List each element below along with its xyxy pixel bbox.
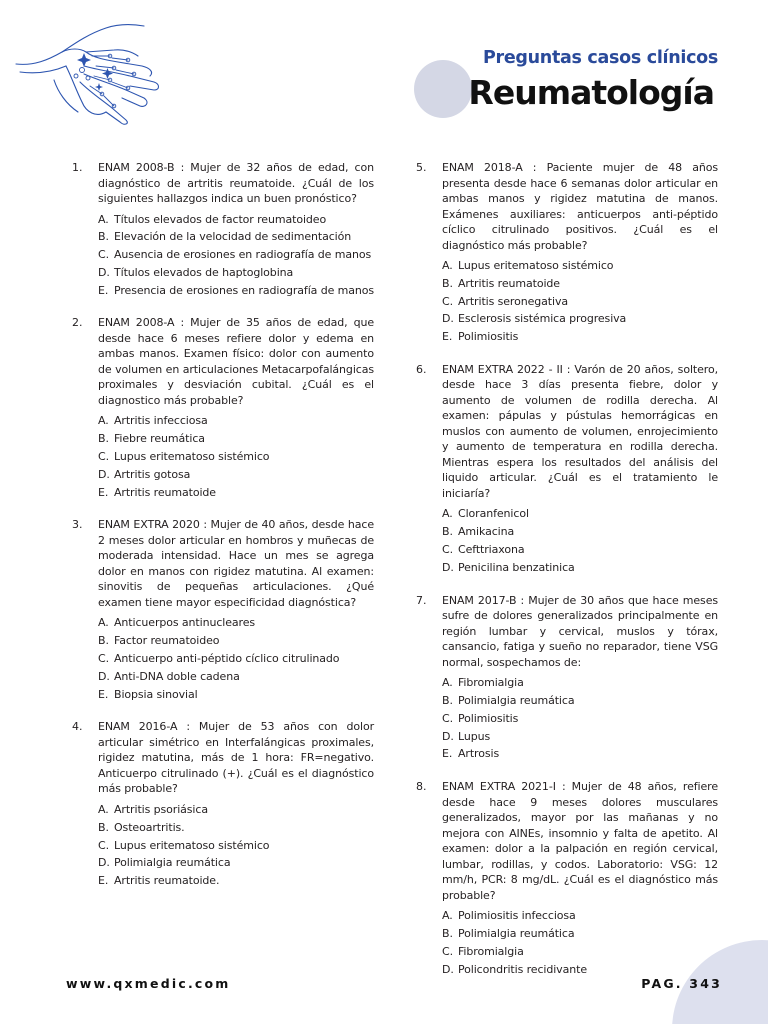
answer-option [442, 275, 718, 293]
question-number: 2. [72, 316, 83, 330]
question-item [72, 160, 374, 299]
question-number: 3. [72, 518, 83, 532]
option-text: Títulos elevados de haptoglobina [114, 265, 294, 279]
option-text: Artritis psoriásica [114, 802, 208, 816]
option-text: Lupus eritematoso sistémico [458, 259, 614, 272]
question-number: 7. [416, 593, 427, 607]
option-letter: C. [98, 838, 109, 852]
option-letter: E. [98, 485, 109, 499]
option-text: Artritis reumatoide. [114, 874, 220, 888]
option-text: Cefttriaxona [458, 543, 525, 557]
option-letter: A. [442, 909, 453, 923]
answer-options [98, 614, 374, 703]
answer-option [98, 246, 374, 264]
answer-options [442, 257, 718, 346]
answer-option [98, 686, 374, 704]
option-letter: A. [442, 507, 453, 521]
question-text: ENAM EXTRA 2022 - II : Varón de 20 años, soltero, desde hace 3 días presenta fiebre, dolor y aumento de volumen de rodilla derecha. Al examen: pápulas y pústulas hemorrágicas en muslos con aumento de volumen, enrojecimiento y aumento de temperatura en rodilla derecha. Mientras espera los resultados del análisis del liquido articular. ¿Cuál es el tratamiento le iniciaría? [442, 362, 718, 500]
answer-options [442, 505, 718, 576]
option-letter: A. [442, 676, 453, 690]
option-letter: D. [442, 560, 454, 574]
option-text: Osteoartritis. [114, 820, 185, 834]
answer-options [98, 412, 374, 501]
answer-option [98, 448, 374, 466]
answer-option [98, 668, 374, 686]
answer-option [98, 484, 374, 502]
answer-option [98, 282, 374, 300]
answer-options [442, 907, 718, 978]
option-text: Polimiositis [458, 711, 519, 725]
option-text: Anticuerpos antinucleares [114, 616, 256, 630]
question-item [416, 160, 718, 346]
option-text: Cloranfenicol [458, 507, 529, 521]
option-text: Polimialgia reumática [458, 693, 575, 707]
option-text: Penicilina benzatinica [458, 560, 575, 574]
answer-option [442, 293, 718, 311]
question-item [416, 593, 718, 763]
answer-option [442, 523, 718, 541]
option-letter: A. [98, 414, 109, 428]
answer-option [98, 228, 374, 246]
option-letter: A. [442, 259, 453, 272]
option-letter: D. [98, 467, 110, 481]
option-letter: B. [98, 820, 109, 834]
answer-option [98, 837, 374, 855]
answer-option [442, 745, 718, 763]
footer-website: www.qxmedic.com [66, 976, 231, 991]
option-letter: E. [98, 687, 109, 701]
option-text: Lupus eritematoso sistémico [114, 450, 270, 464]
option-text: Policondritis recidivante [458, 962, 587, 976]
answer-option [442, 710, 718, 728]
answer-option [442, 328, 718, 346]
option-letter: B. [442, 693, 453, 707]
option-letter: D. [98, 856, 110, 870]
option-letter: B. [98, 634, 109, 648]
question-number: 4. [72, 720, 83, 734]
answer-option [98, 872, 374, 890]
answer-option [442, 559, 718, 577]
option-text: Títulos elevados de factor reumatoideo [114, 212, 327, 226]
option-letter: C. [442, 294, 453, 308]
option-letter: E. [98, 874, 109, 888]
option-letter: C. [98, 652, 109, 666]
answer-option [98, 632, 374, 650]
answer-option [98, 211, 374, 229]
option-text: Ausencia de erosiones en radiografía de manos [114, 248, 372, 262]
answer-option [442, 925, 718, 943]
option-text: Esclerosis sistémica progresiva [458, 312, 627, 326]
answer-option [98, 412, 374, 430]
question-text: ENAM 2008-B : Mujer de 32 años de edad, con diagnóstico de artritis reumatoide. ¿Cuál de los siguientes hallazgos indica un buen pronóstico? [98, 161, 374, 205]
answer-option [98, 801, 374, 819]
answer-options [98, 801, 374, 890]
option-text: Fiebre reumática [114, 432, 205, 446]
option-letter: E. [442, 747, 453, 761]
option-text: Artritis gotosa [114, 467, 191, 481]
option-text: Polimialgia reumática [114, 856, 231, 870]
question-item [416, 362, 718, 577]
option-letter: D. [442, 962, 454, 976]
question-number: 8. [416, 780, 427, 794]
answer-option [442, 257, 718, 275]
answer-option [98, 430, 374, 448]
question-text: ENAM 2018-A : Paciente mujer de 48 años presenta desde hace 6 semanas dolor articular en ambas manos y rigidez matutina de manos. Exámenes auxiliares: anticuerpos anti-péptido cíclico citrulinado positivos. ¿Cuál es el diagnóstico más probable? [442, 161, 718, 252]
option-text: Polimiositis [458, 330, 519, 344]
answer-option [98, 854, 374, 872]
question-text: ENAM 2017-B : Mujer de 30 años que hace meses sufre de dolores generalizados principalmente en región lumbar y cervical, muslos y tórax, cansancio, fatiga y sueño no reparador, tiene VSG normal, sospechamos de: [442, 593, 718, 669]
option-letter: A. [98, 616, 109, 630]
option-letter: D. [98, 265, 110, 279]
option-text: Artritis reumatoide [114, 485, 216, 499]
answer-options [98, 211, 374, 300]
answer-options [442, 674, 718, 763]
page-number: PAG. 343 [641, 976, 722, 991]
option-text: Fibromialgia [458, 676, 524, 690]
question-item [72, 517, 374, 703]
option-letter: C. [442, 944, 453, 958]
option-text: Polimialgia reumática [458, 926, 575, 940]
option-text: Elevación de la velocidad de sedimentación [114, 230, 352, 244]
option-letter: C. [98, 248, 109, 262]
question-column-right [416, 160, 718, 994]
option-letter: B. [442, 926, 453, 940]
question-column-left [72, 160, 374, 906]
option-letter: B. [442, 276, 453, 290]
answer-option [98, 466, 374, 484]
option-letter: C. [442, 711, 453, 725]
option-text: Polimiositis infecciosa [458, 909, 576, 923]
option-letter: B. [98, 230, 109, 244]
answer-option [442, 907, 718, 925]
option-letter: B. [442, 525, 453, 539]
option-text: Presencia de erosiones en radiografía de manos [114, 283, 375, 297]
answer-option [442, 541, 718, 559]
option-letter: D. [98, 669, 110, 683]
option-text: Anti-DNA doble cadena [114, 669, 240, 683]
option-letter: A. [98, 802, 109, 816]
answer-option [98, 819, 374, 837]
option-letter: E. [442, 330, 453, 344]
option-text: Biopsia sinovial [114, 687, 198, 701]
option-text: Amikacina [458, 525, 515, 539]
answer-option [442, 674, 718, 692]
question-number: 6. [416, 362, 427, 376]
option-text: Lupus [458, 729, 491, 743]
question-item [72, 315, 374, 501]
option-text: Artritis infecciosa [114, 414, 208, 428]
answer-option [442, 728, 718, 746]
page-title: Reumatología [468, 73, 714, 112]
question-text: ENAM 2016-A : Mujer de 53 años con dolor articular simétrico en Interfalángicas proximales, rigidez matutina, más de 1 hora: FR=negativo. Anticuerpo citrulinado (+). ¿Cuál es el diagnóstico más probable? [98, 720, 374, 796]
answer-option [98, 614, 374, 632]
option-letter: E. [98, 283, 109, 297]
option-letter: C. [442, 543, 453, 557]
option-text: Anticuerpo anti-péptido cíclico citrulinado [114, 652, 340, 666]
option-letter: D. [442, 312, 454, 326]
answer-option [442, 692, 718, 710]
question-number: 1. [72, 161, 83, 174]
option-letter: A. [98, 212, 109, 226]
answer-option [442, 943, 718, 961]
question-item [416, 779, 718, 978]
question-text: ENAM EXTRA 2020 : Mujer de 40 años, desde hace 2 meses dolor articular en hombros y muñecas de moderada intensidad. Hace un mes se agrega dolor en manos con rigidez matutina. Al examen: sinovitis de pequeñas articulaciones. ¿Qué examen tiene mayor especificidad diagnóstica? [98, 518, 374, 609]
option-letter: D. [442, 729, 454, 743]
answer-option [98, 650, 374, 668]
question-text: ENAM 2008-A : Mujer de 35 años de edad, que desde hace 6 meses refiere dolor y edema en ambas manos. Examen físico: dolor con aumento de volumen en articulaciones Metacarpofalángicas proximales y desviación cubital. ¿Cuál es el diagnostico más probable? [98, 316, 374, 407]
option-text: Fibromialgia [458, 944, 524, 958]
option-text: Artritis reumatoide [458, 276, 560, 290]
option-text: Factor reumatoideo [114, 634, 220, 648]
option-text: Artrosis [458, 747, 500, 761]
hand-xray-icon [14, 22, 174, 126]
option-letter: C. [98, 450, 109, 464]
question-text: ENAM EXTRA 2021-I : Mujer de 48 años, refiere desde hace 9 meses dolores musculares generalizados, mayor por las mañanas y no mejora con AINEs, insomnio y falta de apetito. Al examen: dolor a la palpación en región cervical, lumbar, rodillas, y codos. Laboratorio: VSG: 12 mm/h, PCR: 8 mg/dL. ¿Cuál es el diagnóstico más probable? [442, 780, 718, 902]
question-item [72, 719, 374, 889]
option-letter: B. [98, 432, 109, 446]
question-number: 5. [416, 161, 427, 174]
option-text: Lupus eritematoso sistémico [114, 838, 270, 852]
answer-option [442, 505, 718, 523]
option-text: Artritis seronegativa [458, 294, 569, 308]
header-circle-decoration [414, 60, 472, 118]
page-subtitle: Preguntas casos clínicos [482, 48, 718, 68]
answer-option [442, 310, 718, 328]
answer-option [98, 264, 374, 282]
